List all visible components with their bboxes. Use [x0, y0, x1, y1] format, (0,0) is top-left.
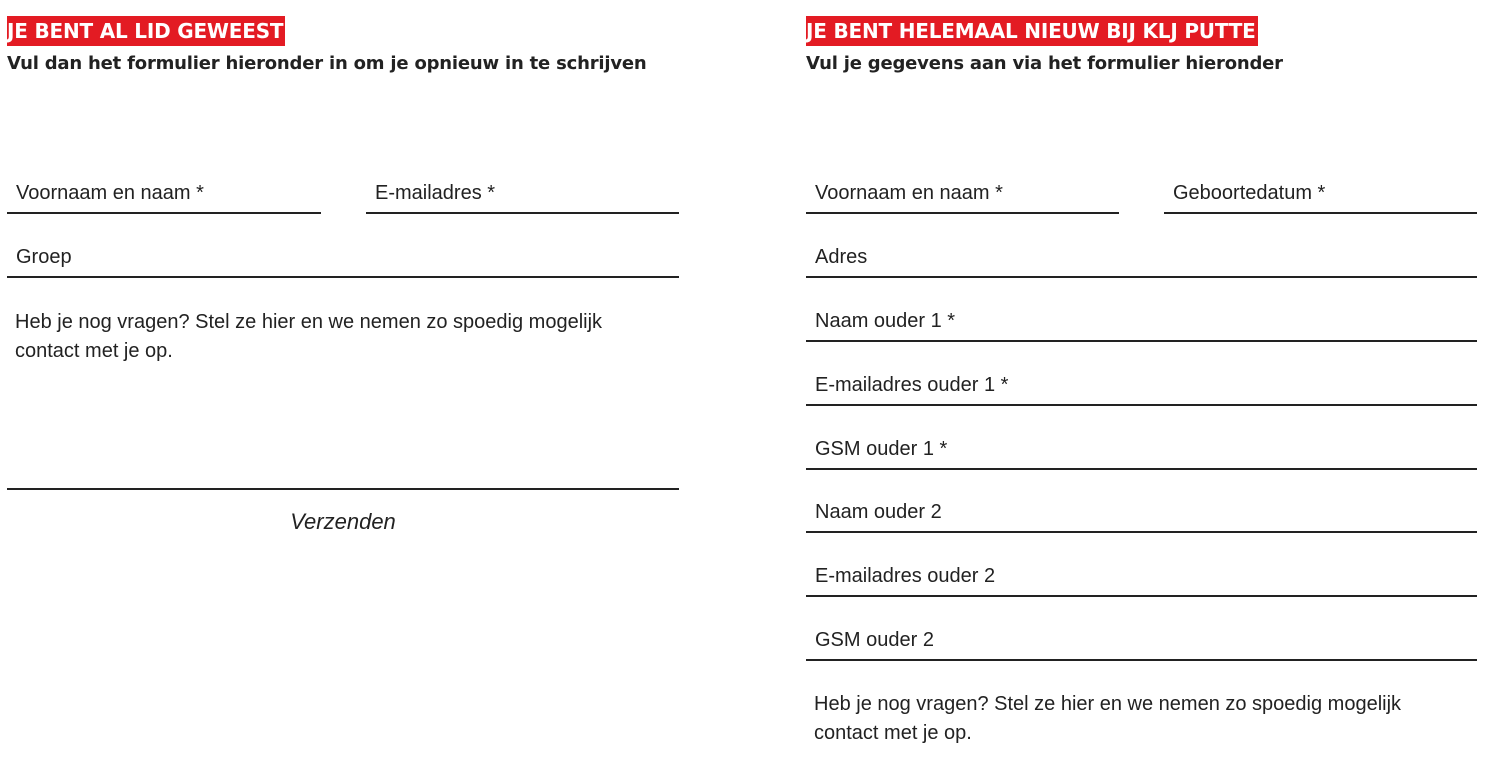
parent2-name-input[interactable] — [806, 493, 1477, 531]
parent1-phone-field — [806, 430, 1477, 470]
new-name-field — [806, 174, 1119, 214]
parent1-phone-input[interactable] — [806, 430, 1477, 468]
new-member-form — [806, 16, 1477, 76]
new-message-textarea[interactable] — [806, 690, 1477, 760]
group-field — [7, 238, 679, 278]
new-member-subtitle: Vul je gegevens aan via het formulier hieronder — [806, 53, 1283, 74]
parent1-name-field — [806, 302, 1477, 342]
submit-button[interactable]: Verzenden — [7, 504, 679, 540]
parent2-phone-field — [806, 621, 1477, 661]
new-member-banner: JE BENT HELEMAAL NIEUW BIJ KLJ PUTTE — [806, 16, 1258, 46]
parent2-phone-input[interactable] — [806, 621, 1477, 659]
returning-member-banner: JE BENT AL LID GEWEEST — [7, 16, 285, 46]
parent1-email-field — [806, 366, 1477, 406]
birthdate-input[interactable] — [1164, 174, 1477, 212]
message-textarea[interactable] — [7, 308, 679, 488]
email-input[interactable] — [366, 174, 679, 212]
group-input[interactable] — [7, 238, 679, 276]
name-field — [7, 174, 321, 214]
returning-member-subtitle: Vul dan het formulier hieronder in om je opnieuw in te schrijven — [7, 53, 647, 74]
parent2-email-input[interactable] — [806, 557, 1477, 595]
parent1-email-input[interactable] — [806, 366, 1477, 404]
returning-member-form — [7, 16, 679, 534]
new-message-field — [806, 690, 1477, 760]
email-field — [366, 174, 679, 214]
parent2-name-field — [806, 493, 1477, 533]
parent2-email-field — [806, 557, 1477, 597]
birthdate-field — [1164, 174, 1477, 214]
new-name-input[interactable] — [806, 174, 1119, 212]
message-field — [7, 308, 679, 490]
name-input[interactable] — [7, 174, 321, 212]
address-field — [806, 238, 1477, 278]
parent1-name-input[interactable] — [806, 302, 1477, 340]
address-input[interactable] — [806, 238, 1477, 276]
